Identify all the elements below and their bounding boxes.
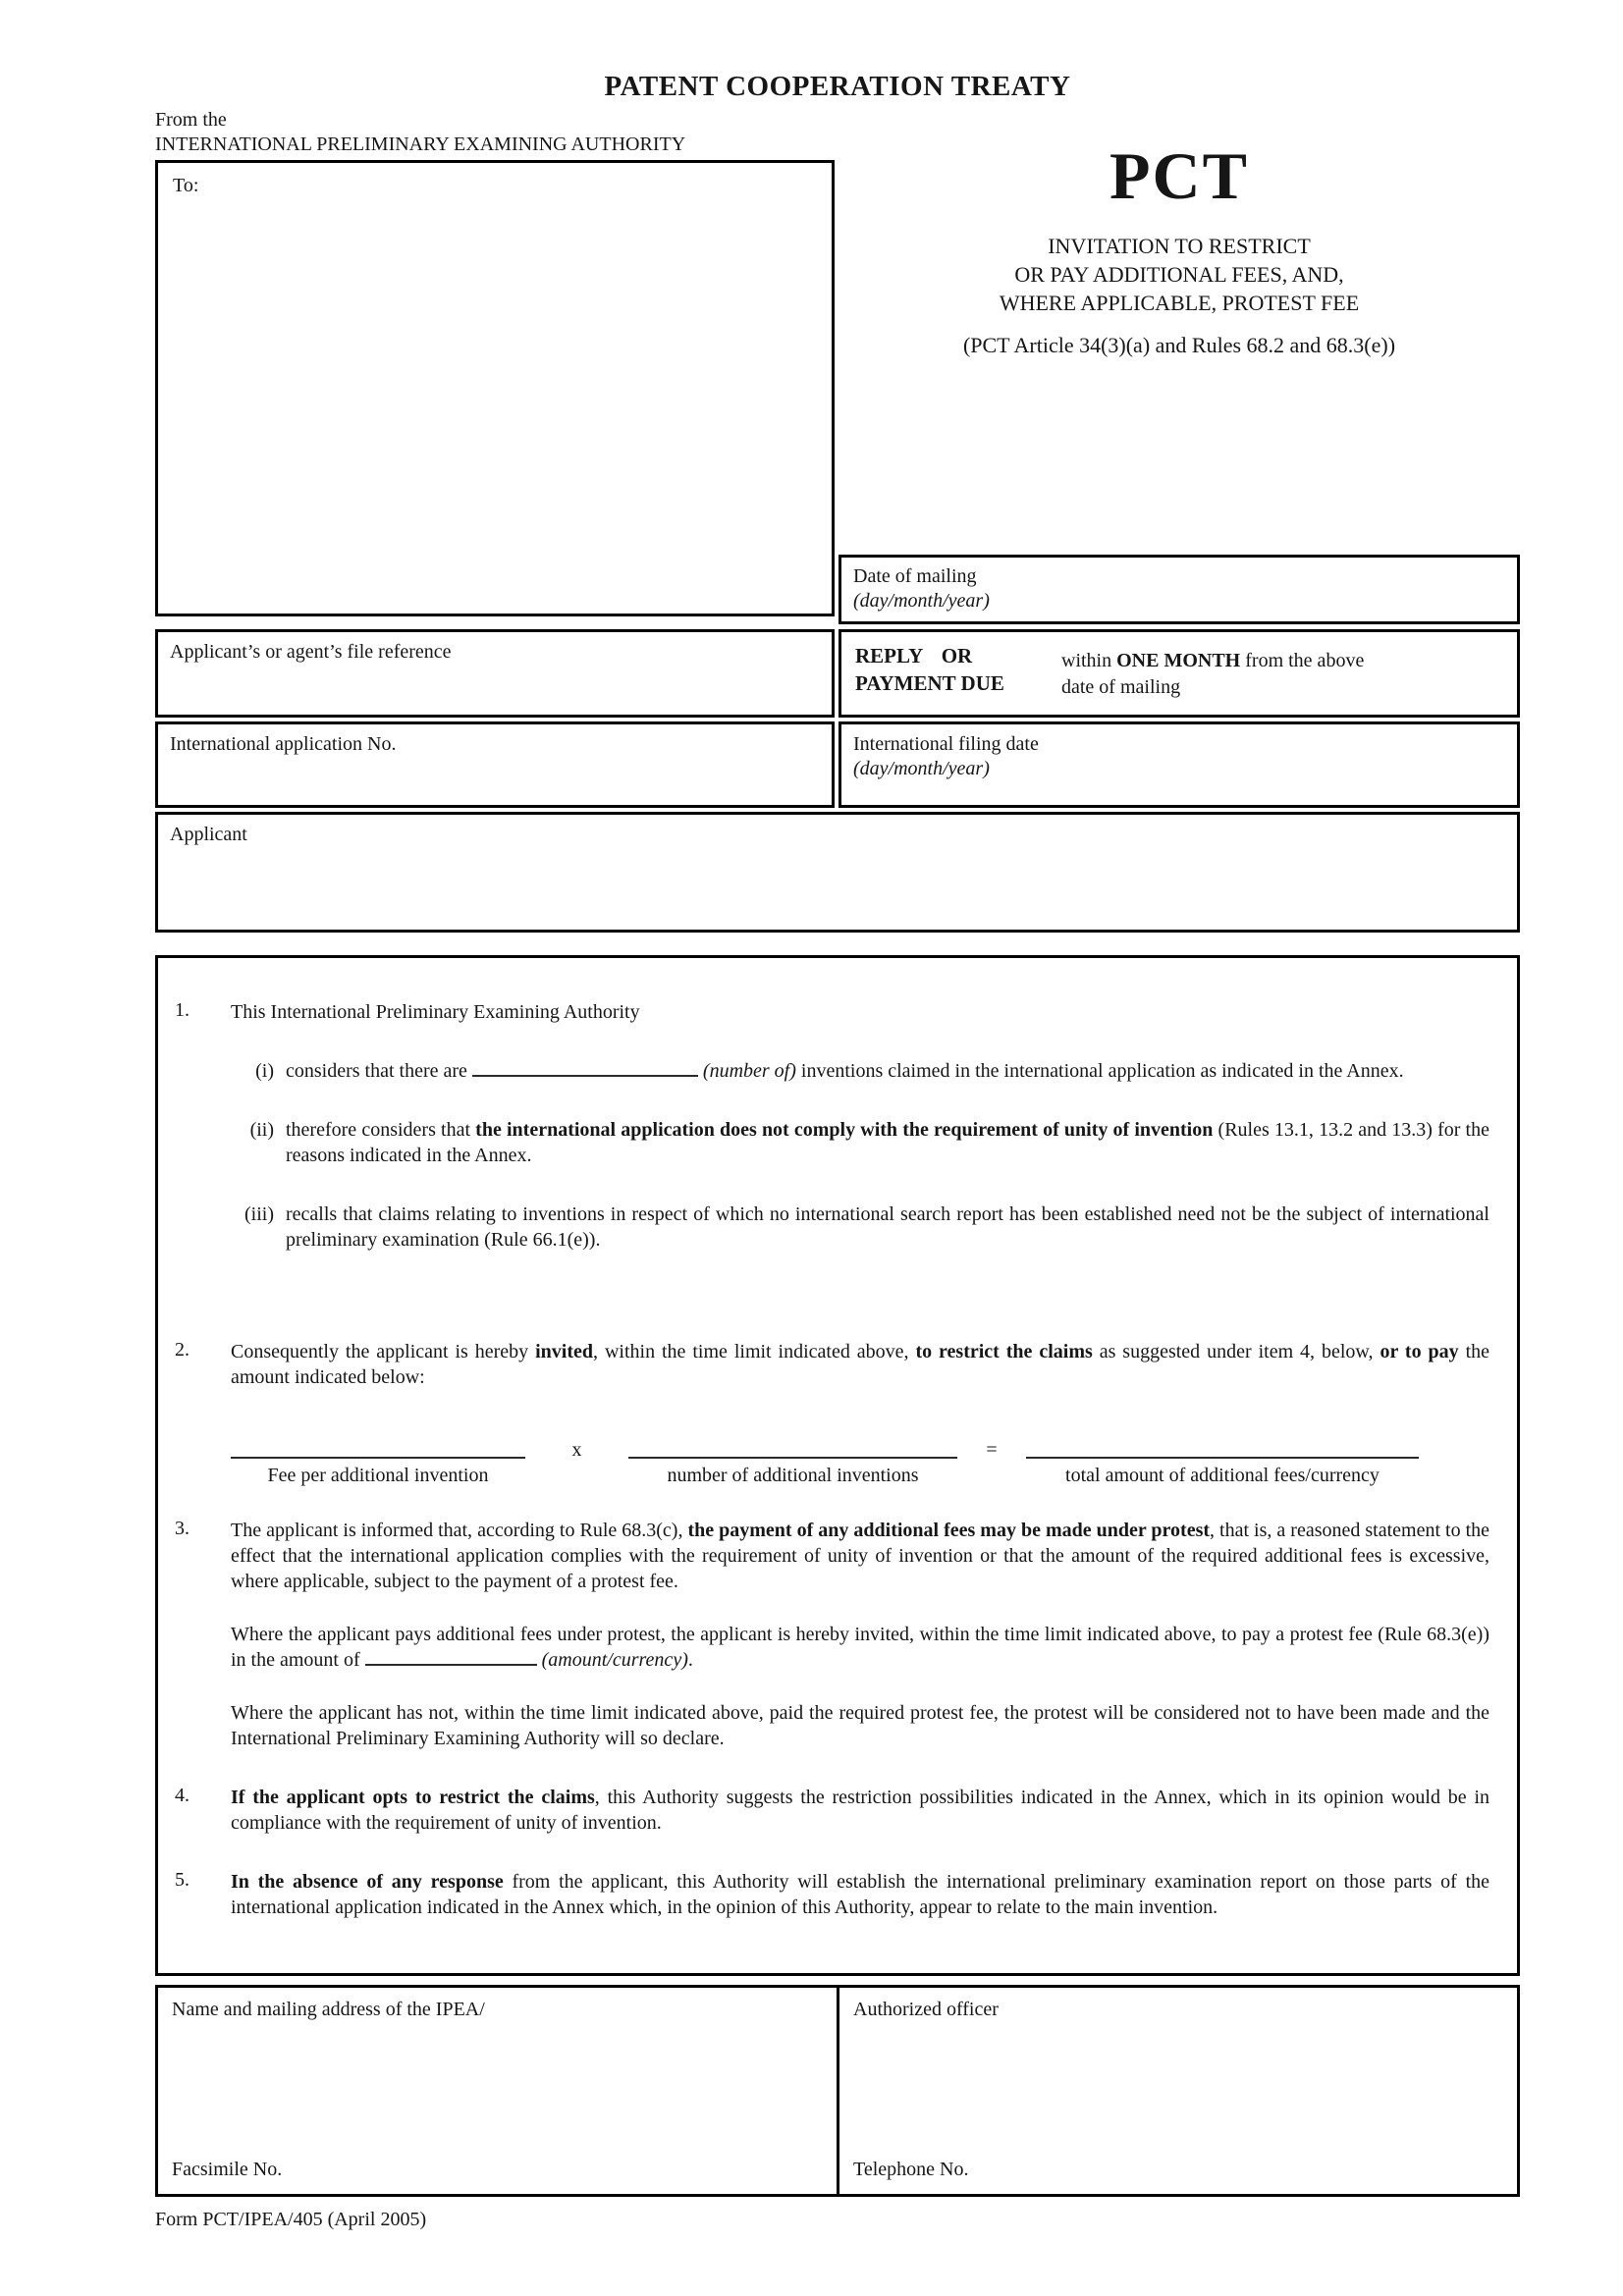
text-segment: The applicant is informed that, according to Rule 68.3(c), <box>231 1520 688 1541</box>
applicant-label: Applicant <box>170 824 247 845</box>
reply-heading-line: REPLY OR <box>855 644 973 667</box>
text-segment-bold: the international application does not comply with the requirement of unity of invention <box>475 1119 1214 1141</box>
item-4-number: 4. <box>175 1785 189 1806</box>
text-segment-bold: In the absence of any response <box>231 1871 504 1893</box>
item-5-text <box>231 1869 1489 1920</box>
item-2-body <box>231 1339 1489 1488</box>
telephone-label: Telephone No. <box>853 2159 969 2180</box>
text-segment: (Rules 13.1, 13.2 and 13.3) for the reasons indicated in the Annex. <box>286 1119 1489 1166</box>
item-3-paragraph-2 <box>231 1622 1489 1673</box>
invitation-line: INVITATION TO RESTRICT <box>1048 234 1311 258</box>
legal-reference: (PCT Article 34(3)(a) and Rules 68.2 and 68.3(e)) <box>962 333 1396 357</box>
item-1-iii-marker: (iii) <box>244 1203 274 1225</box>
to-address-box[interactable] <box>155 160 835 616</box>
fee-per-invention-column <box>231 1435 525 1488</box>
number-of-inventions-field[interactable] <box>472 1061 698 1077</box>
text-segment-bold: invited <box>535 1341 594 1362</box>
officer-signature-box <box>155 1985 1520 2197</box>
text-segment: the amount indicated below: <box>231 1341 1490 1388</box>
item-1-sub-i <box>231 1058 1489 1084</box>
pct-header-panel <box>839 139 1520 358</box>
applicant-box[interactable] <box>155 812 1520 933</box>
total-additional-fees-field[interactable] <box>1026 1435 1419 1459</box>
text-segment: from the applicant, this Authority will establish the international preliminary examination report on those parts of the international application indicated in the Annex which, in the opinion of this Authority, appear to relate to the main invention. <box>231 1871 1489 1918</box>
international-filing-date-box[interactable] <box>839 721 1520 808</box>
item-1 <box>175 999 1489 1253</box>
to-label: To: <box>173 175 199 196</box>
text-segment: considers that there are <box>286 1060 467 1082</box>
item-5-body <box>231 1869 1489 1920</box>
reply-heading-line: PAYMENT DUE <box>855 671 1004 695</box>
text-segment: from the above date of mailing <box>1061 650 1365 698</box>
text-segment: , this Authority suggests the restriction possibilities indicated in the Annex, which in its opinion would be in compliance with the requirement of unity of invention. <box>231 1787 1490 1834</box>
item-2-text <box>231 1339 1489 1390</box>
total-fees-column <box>1026 1435 1419 1488</box>
item-1-i-text <box>286 1058 1489 1084</box>
file-reference-label: Applicant’s or agent’s file reference <box>170 641 452 663</box>
invitation-line: OR PAY ADDITIONAL FEES, AND, <box>1014 262 1344 287</box>
item-5 <box>175 1869 1489 1920</box>
international-application-number-label: International application No. <box>170 733 397 755</box>
equals-sign: = <box>986 1439 998 1461</box>
item-3-body <box>231 1518 1489 1751</box>
file-reference-box[interactable] <box>155 629 835 718</box>
invitation-line: WHERE APPLICABLE, PROTEST FEE <box>999 291 1360 315</box>
text-segment: Where the applicant pays additional fees under protest, the applicant is hereby invited, within the time limit indicated above, to pay a protest fee (Rule 68.3(e)) in the amount of <box>231 1624 1489 1671</box>
item-1-ii-marker: (ii) <box>249 1119 274 1141</box>
from-label: From the <box>155 109 227 131</box>
from-block <box>155 108 685 157</box>
text-segment: therefore considers that <box>286 1119 476 1141</box>
reply-due-heading <box>855 642 1061 705</box>
international-filing-date-label: International filing date <box>853 733 1039 755</box>
item-2-number: 2. <box>175 1339 189 1361</box>
text-segment: as suggested under item 4, below, <box>1092 1341 1380 1362</box>
item-1-ii-text <box>286 1117 1489 1168</box>
form-title: PATENT COOPERATION TREATY <box>604 71 1071 102</box>
text-segment: inventions claimed in the international application as indicated in the Annex. <box>800 1060 1404 1082</box>
item-2 <box>175 1339 1489 1488</box>
text-segment: , within the time limit indicated above, <box>593 1341 916 1362</box>
fee-per-invention-label: Fee per additional invention <box>267 1465 489 1486</box>
item-1-iii-text: recalls that claims relating to inventions in respect of which no international search report has been established need not be the subject of international preliminary examination (Rule 66.1(e)). <box>286 1203 1489 1251</box>
number-of-note: (number of) <box>702 1060 796 1082</box>
amount-currency-note: (amount/currency) <box>541 1649 688 1671</box>
item-4 <box>175 1785 1489 1836</box>
text-segment-bold: to restrict the claims <box>915 1341 1093 1362</box>
text-segment-bold: the payment of any additional fees may be made under protest <box>687 1520 1211 1541</box>
text-segment-bold: ONE MONTH <box>1116 650 1241 671</box>
item-3-number: 3. <box>175 1518 189 1539</box>
item-3-paragraph-3: Where the applicant has not, within the time limit indicated above, paid the required protest fee, the protest will be considered not to have been made and the International Preliminary Examining Authority will so declare. <box>231 1702 1489 1749</box>
text-segment: . <box>687 1649 693 1671</box>
item-1-sub-iii <box>231 1201 1489 1253</box>
reply-due-box <box>839 629 1520 718</box>
text-segment-bold: If the applicant opts to restrict the claims <box>231 1787 595 1808</box>
protest-fee-amount-field[interactable] <box>365 1650 537 1666</box>
total-fees-label: total amount of additional fees/currency <box>1065 1465 1380 1486</box>
number-of-additional-inventions-field[interactable] <box>628 1435 957 1459</box>
form-number: Form PCT/IPEA/405 (April 2005) <box>155 2209 427 2230</box>
filing-date-format: (day/month/year) <box>853 758 990 779</box>
invitation-title <box>839 232 1520 317</box>
item-5-number: 5. <box>175 1869 189 1891</box>
ipea-address-label: Name and mailing address of the IPEA/ <box>172 1999 485 2020</box>
item-1-number: 1. <box>175 999 189 1021</box>
date-of-mailing-label: Date of mailing <box>853 565 977 587</box>
item-1-body <box>231 999 1489 1253</box>
date-of-mailing-box[interactable] <box>839 555 1520 624</box>
item-3-paragraph-1 <box>231 1518 1489 1594</box>
authorized-officer-label: Authorized officer <box>853 1999 999 2020</box>
item-4-text <box>231 1785 1489 1836</box>
item-1-sub-ii <box>231 1117 1489 1168</box>
text-segment: Consequently the applicant is hereby <box>231 1341 536 1362</box>
item-3 <box>175 1518 1489 1751</box>
facsimile-label: Facsimile No. <box>172 2159 283 2180</box>
text-segment: , that is, a reasoned statement to the effect that the international application complies with the requirement of unity of invention or that the amount of the required additional fees is excessive, where applicable, subject to the payment of a protest fee. <box>231 1520 1490 1592</box>
item-1-intro: This International Preliminary Examining Authority <box>231 1001 640 1023</box>
fee-per-invention-field[interactable] <box>231 1435 525 1459</box>
reply-due-text <box>1061 642 1390 705</box>
fee-calculation-row <box>231 1435 1489 1488</box>
authority-name: INTERNATIONAL PRELIMINARY EXAMINING AUTHORITY <box>155 133 686 155</box>
text-segment-bold: or to pay <box>1380 1341 1459 1362</box>
additional-inventions-column <box>628 1435 957 1488</box>
ipea-address-cell[interactable] <box>158 1988 839 2194</box>
date-of-mailing-format: (day/month/year) <box>853 590 990 612</box>
item-1-i-marker: (i) <box>255 1060 274 1082</box>
additional-inventions-label: number of additional inventions <box>667 1465 919 1486</box>
text-segment: within <box>1061 650 1117 671</box>
international-application-number-box[interactable] <box>155 721 835 808</box>
main-content-box <box>155 955 1520 1976</box>
pct-logo: PCT <box>1109 138 1249 213</box>
multiplication-sign: x <box>571 1439 582 1461</box>
authorized-officer-cell[interactable] <box>839 1988 1517 2194</box>
item-4-body <box>231 1785 1489 1836</box>
